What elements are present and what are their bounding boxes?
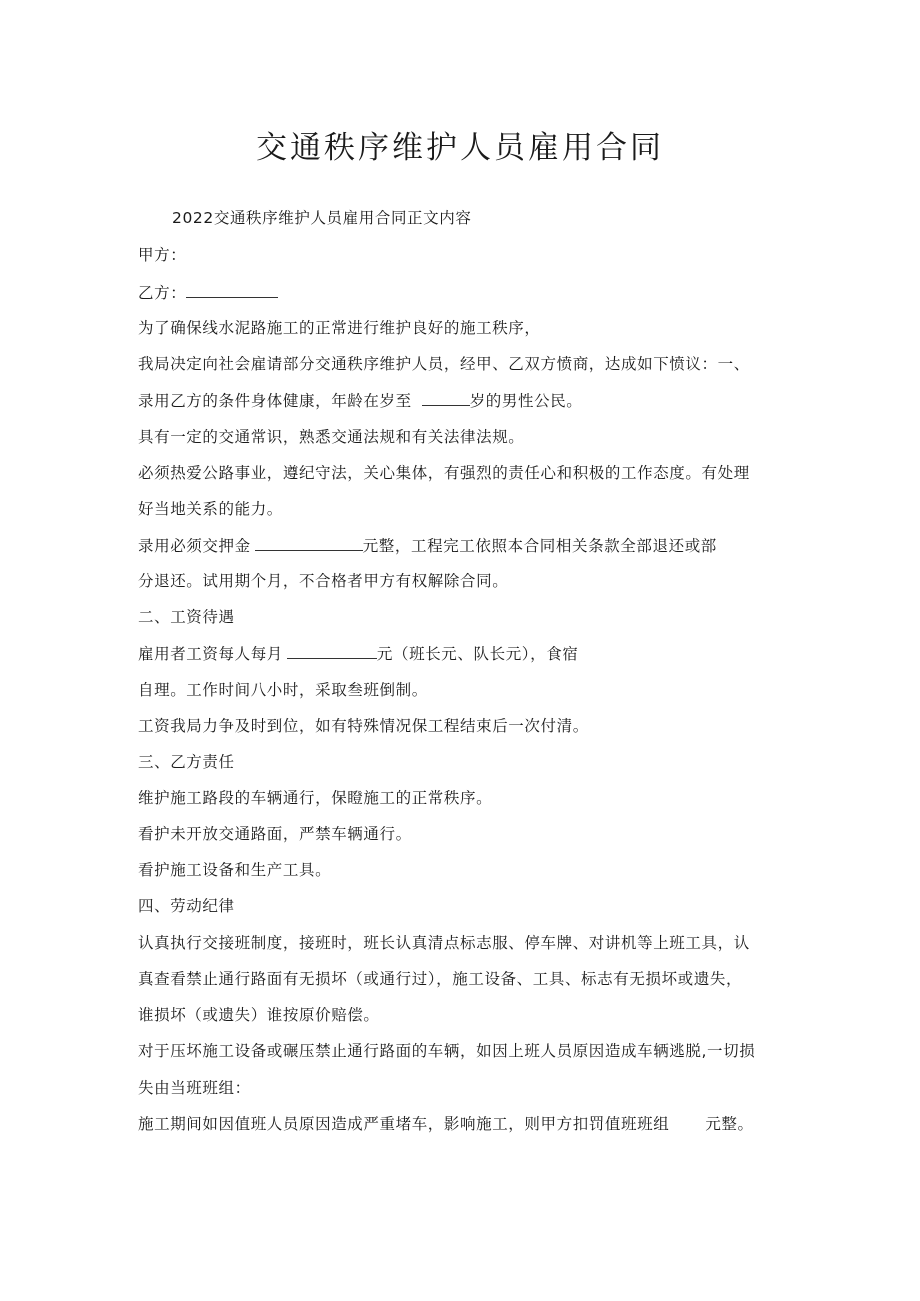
deposit-row [138, 535, 717, 556]
paragraph-text: 施工期间如因值班人员原因造成严重堵车，影响施工，则甲方扣罚值班班组 [138, 1115, 670, 1133]
party-b-blank [186, 282, 278, 298]
paragraph-line: 为了确保线水泥路施工的正常进行维护良好的施工秩序， [138, 319, 541, 337]
age-blank [422, 390, 470, 406]
penalty-row [138, 1114, 754, 1134]
paragraph-text: 雇用者工资每人每月 [138, 645, 283, 663]
deposit-blank [255, 535, 363, 551]
party-b-row [138, 282, 278, 303]
wage-row [138, 643, 578, 664]
paragraph-line: 认真执行交接班制度，接班时，班长认真清点标志服、停车牌、对讲机等上班工具，认 [138, 934, 750, 952]
paragraph-line: 看护未开放交通路面，严禁车辆通行。 [138, 825, 412, 843]
paragraph-line: 对于压坏施工设备或碾压禁止通行路面的车辆，如因上班人员原因造成车辆逃脱,一切损 [138, 1042, 756, 1060]
paragraph-line: 分退还。试用期个月，不合格者甲方有权解除合同。 [138, 572, 509, 590]
wage-blank [287, 643, 377, 659]
paragraph-text: 元整，工程完工依照本合同相关条款全部退还或部 [362, 537, 717, 555]
paragraph-line: 看护施工设备和生产工具。 [138, 861, 332, 879]
paragraph-line: 工资我局力争及时到位，如有特殊情况保工程结束后一次付清。 [138, 717, 589, 735]
section-heading-wages: 二、工资待遇 [138, 608, 235, 626]
party-b-label: 乙方： [138, 284, 187, 302]
section-heading-duties: 三、乙方责任 [138, 753, 235, 771]
paragraph-text: 元（班长元、队长元），食宿 [376, 645, 579, 663]
paragraph-line: 具有一定的交通常识，熟悉交通法规和有关法律法规。 [138, 428, 525, 446]
document-title: 交通秩序维护人员雇用合同 [256, 130, 664, 166]
paragraph-text: 元整。 [705, 1115, 754, 1133]
paragraph-line: 必须热爱公路事业，遵纪守法，关心集体，有强烈的责任心和积极的工作态度。有处理 [138, 464, 750, 482]
paragraph-line: 谁损坏（或遗失）谁按原价赔偿。 [138, 1006, 380, 1024]
paragraph-text: 录用乙方的条件身体健康，年龄在岁至 [138, 392, 412, 410]
paragraph-text: 岁的男性公民。 [469, 392, 583, 410]
section-heading-discipline: 四、劳动纪律 [138, 897, 235, 915]
party-a-label: 甲方： [138, 246, 187, 264]
paragraph-line: 维护施工路段的车辆通行，保瞪施工的正常秩序。 [138, 789, 493, 807]
paragraph-line: 自理。工作时间八小时，采取叁班倒制。 [138, 681, 428, 699]
paragraph-line: 失由当班班组： [138, 1079, 251, 1097]
paragraph-line: 我局决定向社会雇请部分交通秩序维护人员，经甲、乙双方愤商，达成如下愤议：一、 [138, 355, 750, 373]
paragraph-line: 好当地关系的能力。 [138, 500, 283, 518]
document-subtitle: 2022交通秩序维护人员雇用合同正文内容 [172, 209, 472, 227]
age-requirement-row [138, 390, 582, 411]
paragraph-line: 真查看禁止通行路面有无损坏（或通行过），施工设备、工具、标志有无损坏或遗失， [138, 970, 743, 988]
paragraph-text: 录用必须交押金 [138, 537, 251, 555]
